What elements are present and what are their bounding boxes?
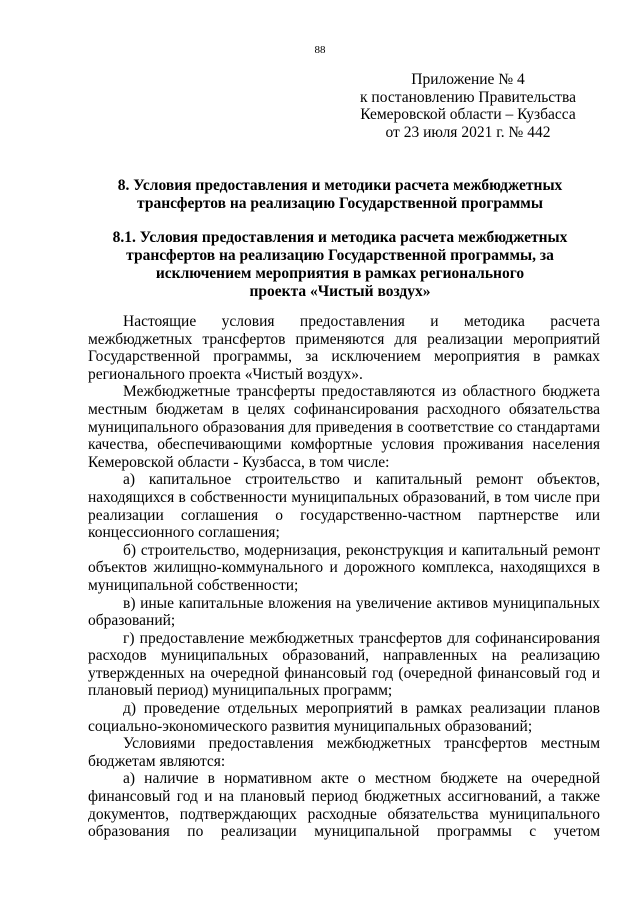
appendix-line: Приложение № 4 <box>411 71 525 88</box>
paragraph: Условиями предоставления межбюджетных трансфертов местным бюджетам являются: <box>88 735 600 770</box>
paragraph: Межбюджетные трансферты предоставляются из областного бюджета местным бюджетам в целях софинансирования расходного обязательства муниципального образования для приведения в соответствие со стандартами качества, обеспечивающими комфортные условия проживания населения Кемеровской области - Кузбасса, в том числе: <box>88 383 600 471</box>
page-number: 88 <box>314 44 326 56</box>
section-heading-line: трансфертов на реализацию Государственной программы <box>137 195 543 212</box>
list-item-paragraph: а) наличие в нормативном акте о местном бюджете на очередной финансовый год и на плановый период бюджетных ассигнований, а также документов, подтверждающих расходные обязательства муниципального образования по реализации муниципальной программы с учетом <box>88 770 600 841</box>
list-item-paragraph: д) проведение отдельных мероприятий в рамках реализации планов социально-экономического развития муниципальных образований; <box>88 700 600 735</box>
list-item-paragraph: б) строительство, модернизация, реконструкция и капитальный ремонт объектов жилищно-коммунального и дорожного комплекса, находящихся в муниципальной собственности; <box>88 541 600 594</box>
appendix-line: Кемеровской области – Кузбасса <box>360 106 576 123</box>
appendix-line: к постановлению Правительства <box>360 88 576 106</box>
list-item-paragraph: а) капитальное строительство и капитальный ремонт объектов, находящихся в собственности муниципальных образований, в том числе при реализации соглашения о государственно-частном партнерстве или концессионного соглашения; <box>88 471 600 542</box>
appendix-reference <box>352 71 584 141</box>
list-item-paragraph: г) предоставление межбюджетных трансфертов для софинансирования расходов муниципальных образований, направленных на реализацию утвержденных на очередной финансовый год (очередной финансовый год и плановый период) муниципальных программ; <box>88 629 600 700</box>
appendix-line: от 23 июля 2021 г. № 442 <box>385 123 551 141</box>
subsection-heading-line: исключением мероприятия в рамках регионального <box>155 265 525 282</box>
section-heading <box>90 177 590 213</box>
subsection-heading-line: проекта «Чистый воздух» <box>249 283 431 300</box>
section-heading-line: 8. Условия предоставления и методики расчета межбюджетных <box>117 177 563 194</box>
list-item-paragraph: в) иные капитальные вложения на увеличение активов муниципальных образований; <box>88 594 600 630</box>
subsection-heading-line: трансфертов на реализацию Государственной программы, за <box>126 247 554 264</box>
body-text <box>88 313 600 841</box>
subsection-heading <box>90 229 590 301</box>
subsection-heading-line: 8.1. Условия предоставления и методика расчета межбюджетных <box>112 229 568 246</box>
paragraph: Настоящие условия предоставления и методика расчета межбюджетных трансфертов применяются для реализации мероприятий Государственной программы, за исключением мероприятия в рамках регионального проекта «Чистый воздух». <box>88 313 600 383</box>
